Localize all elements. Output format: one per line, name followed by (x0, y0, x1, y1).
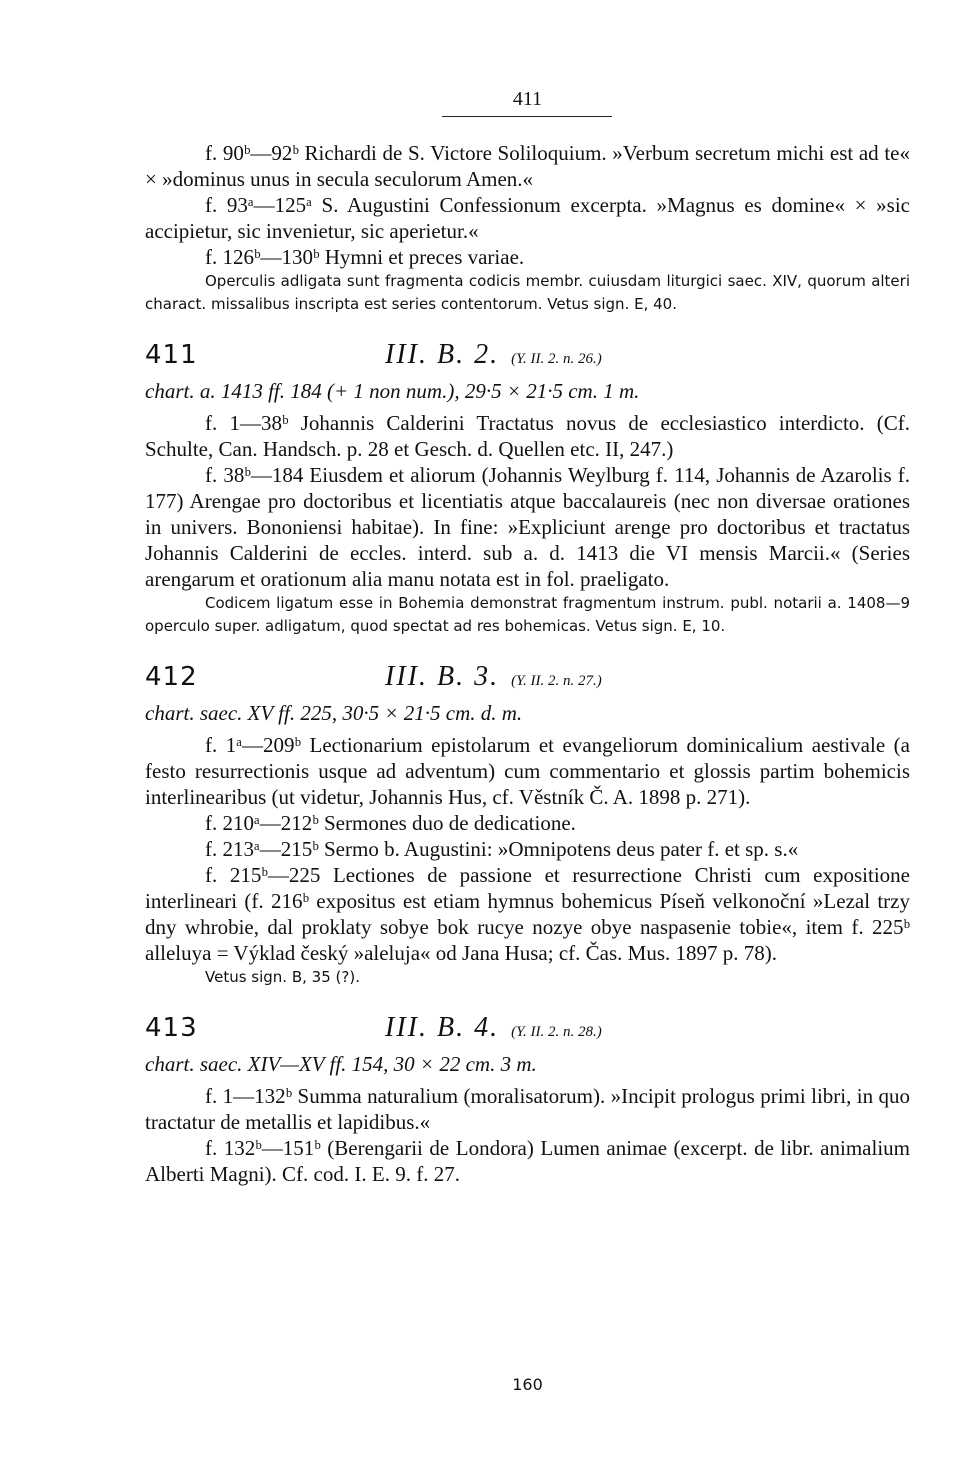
shelfmark-note: (Y. II. 2. n. 27.) (511, 673, 602, 689)
intro-para-2: f. 93ᵃ—125ᵃ S. Augustini Confessionum excerpta. »Magnus es domine« × »sic accipietur, sic invenietur, sic aperietur.« (145, 193, 910, 243)
entry-413-heading (145, 1012, 910, 1045)
shelfmark-note: (Y. II. 2. n. 26.) (511, 351, 602, 367)
entry-description: chart. saec. XV ff. 225, 30·5 × 21·5 cm. d. m. (145, 701, 523, 725)
entry-note: Vetus sign. B, 35 (?). (205, 968, 360, 986)
intro-para-3: f. 126ᵇ—130ᵇ Hymni et preces variae. (205, 245, 525, 269)
shelfmark: III. B. 2. (385, 339, 500, 370)
shelfmark-note: (Y. II. 2. n. 28.) (511, 1024, 602, 1040)
intro-note: Operculis adligata sunt fragmenta codicis membr. cuiusdam liturgici saec. XIV, quorum alteri charact. missalibus inscripta est series contentorum. Vetus sign. E, 40. (145, 272, 910, 313)
entry-number: 412 (145, 662, 198, 692)
entry-411-heading (145, 339, 910, 372)
entry-para: f. 215ᵇ—225 Lectiones de passione et resurrectione Christi cum expositione interlineari (f. 216ᵇ expositus est etiam hymnus bohemicus Píseň velkonoční »Lezal trzy dny whrobie, dal proklaty sobye bok rucye nozye obye naspasenie tobie«, item f. 225ᵇ alleluya = Výklad český »aleluja« od Jana Husa; cf. Čas. Mus. 1897 p. 78). (145, 863, 910, 965)
entry-para: f. 1ᵃ—209ᵇ Lectionarium epistolarum et evangeliorum dominicalium aestivale (a festo resurrectionis usque ad adventum) cum commentario et glossis partim bohemicis interlinearibus (ut videtur, Johannis Hus, cf. Věstník Č. A. 1898 p. 271). (145, 733, 910, 809)
entry-para: f. 1—132ᵇ Summa naturalium (moralisatorum). »Incipit prologus primi libri, in quo tractatur de metallis et lapidibus.« (145, 1084, 910, 1134)
entry-para: f. 210ᵃ—212ᵇ Sermones duo de dedicatione. (205, 811, 576, 835)
entry-note: Codicem ligatum esse in Bohemia demonstrat fragmentum instrum. publ. notarii a. 1408—9 operculo super. adligatum, quod spectat ad res bohemicas. Vetus sign. E, 10. (145, 594, 910, 635)
entry-number: 413 (145, 1013, 198, 1043)
entry-para: f. 1—38ᵇ Johannis Calderini Tractatus novus de ecclesiastico interdicto. (Cf. Schulte, Can. Handsch. p. 28 et Gesch. d. Quellen etc. II, 247.) (145, 411, 910, 461)
entry-description: chart. saec. XIV—XV ff. 154, 30 × 22 cm. 3 m. (145, 1052, 537, 1076)
intro-para-1: f. 90ᵇ—92ᵇ Richardi de S. Victore Soliloquium. »Verbum secretum michi est ad te« × »dominus unus in secula seculorum Amen.« (145, 141, 910, 191)
entry-para: f. 38ᵇ—184 Eiusdem et aliorum (Johannis Weylburg f. 114, Johannis de Azarolis f. 177) Arengae pro doctoribus et licentiatis atque baccalaureis (nec non diversae orationes in univers. Bononiensi habitae). In fine: »Expliciunt arenge pro doctoribus et tractatus Johannis Calderini de eccles. interd. sub a. d. 1413 die VI mensis Marcii.« (Series arengarum et orationum alia manu notata est in fol. praeligato. (145, 463, 910, 591)
header-rule (442, 116, 612, 117)
page-header (145, 88, 910, 111)
signature-mark: 160 (512, 1375, 543, 1394)
entry-para: f. 213ᵃ—215ᵇ Sermo b. Augustini: »Omnipotens deus pater f. et sp. s.« (205, 837, 799, 861)
shelfmark: III. B. 3. (385, 661, 500, 692)
page-number: 411 (512, 88, 543, 110)
page-footer (145, 1375, 910, 1394)
entry-para: f. 132ᵇ—151ᵇ (Berengarii de Londora) Lumen animae (excerpt. de libr. animalium Alberti Magni). Cf. cod. I. E. 9. f. 27. (145, 1136, 910, 1186)
entry-number: 411 (145, 340, 198, 370)
entry-description: chart. a. 1413 ff. 184 (+ 1 non num.), 29·5 × 21·5 cm. 1 m. (145, 379, 640, 403)
main-text (145, 140, 910, 1187)
shelfmark: III. B. 4. (385, 1012, 500, 1043)
entry-412-heading (145, 661, 910, 694)
